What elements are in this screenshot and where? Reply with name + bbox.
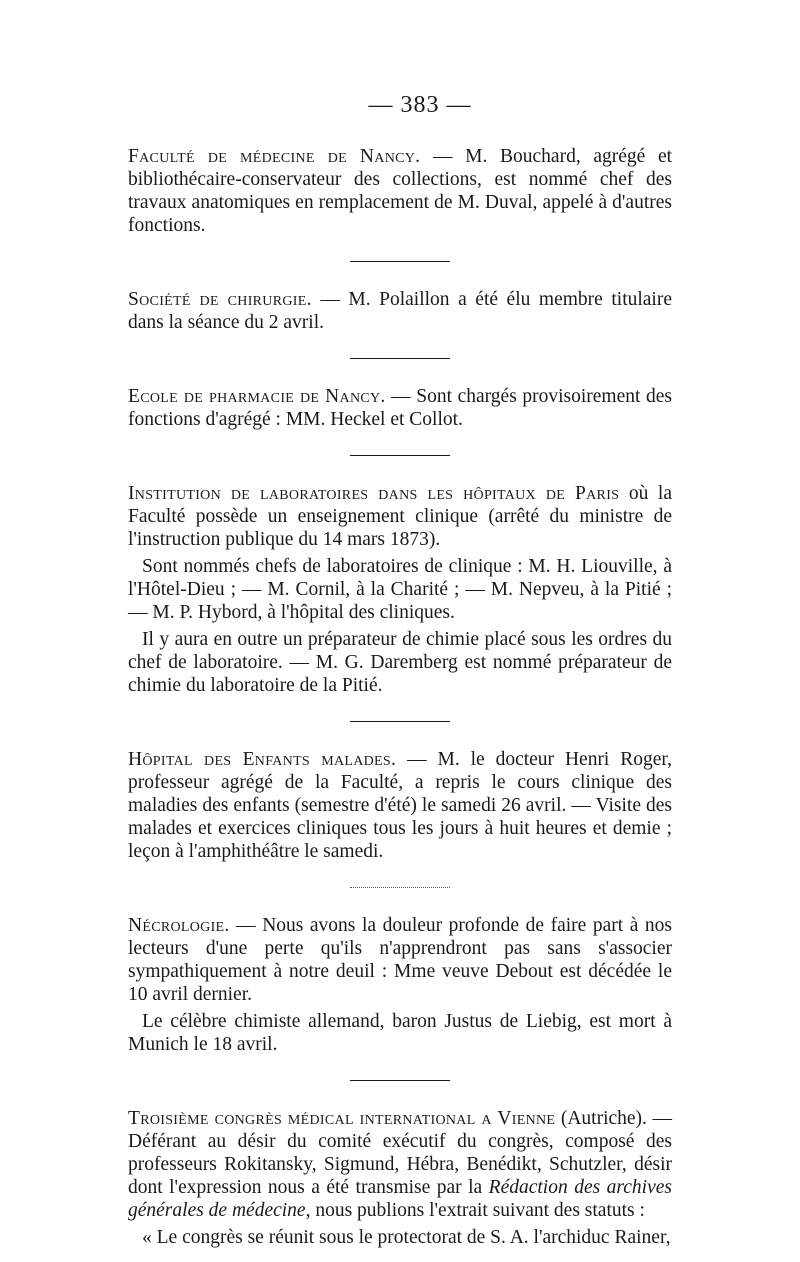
section-faculte-nancy	[128, 145, 672, 237]
paragraph: Il y aura en outre un préparateur de chimie placé sous les ordres du chef de laboratoire. — M. G. Daremberg est nommé préparateur de chimie du laboratoire de la Pitié.	[128, 629, 672, 696]
paragraph: « Le congrès se réunit sous le protectorat de S. A. l'archiduc Rainer,	[142, 1227, 671, 1248]
section-text: où la Faculté possède un enseignement clinique (arrêté du ministre de l'instruction publique du 14 mars 1873).	[128, 483, 672, 550]
section-heading: Ecole de pharmacie de Nancy.	[128, 386, 386, 407]
paragraph: Sont nommés chefs de laboratoires de clinique : M. H. Liouville, à l'Hôtel-Dieu ; — M. Cornil, à la Charité ; — M. Nepveu, à la Pitié ; — M. P. Hybord, à l'hôpital des cliniques.	[128, 556, 672, 623]
section-heading: Troisième congrès médical international a Vienne	[128, 1108, 556, 1129]
italic-source: Rédaction des archives générales de médecine	[128, 1177, 672, 1221]
section-heading: Nécrologie.	[128, 915, 230, 936]
separator-rule	[350, 1080, 450, 1081]
section-congres-vienne	[128, 1107, 672, 1222]
section-hopital-enfants	[128, 748, 672, 863]
section-heading: Hôpital des Enfants malades.	[128, 749, 397, 770]
separator-rule	[350, 455, 450, 456]
section-necrologie	[128, 914, 672, 1006]
separator-rule	[350, 261, 450, 262]
section-text: — M. Bouchard, agrégé et bibliothécaire-conservateur des collections, est nommé chef des travaux anatomiques en remplacement de M. Duval, appelé à d'autres fonctions.	[128, 146, 673, 236]
separator-rule	[350, 358, 450, 359]
section-ecole-pharmacie	[128, 385, 672, 431]
section-text: — Nous avons la douleur profonde de faire part à nos lecteurs d'une perte qu'ils n'apprendront pas sans s'associer sympathiquement à notre deuil : Mme veuve Debout est décédée le 10 avril dernier.	[128, 915, 672, 1005]
separator-rule	[350, 721, 450, 722]
section-text: (Autriche). — Déférant au désir du comité exécutif du congrès, composé des professeurs Rokitansky, Sigmund, Hébra, Benédikt, Schutzler, désir dont l'expression nous a été transmise par la	[128, 1108, 672, 1198]
separator-rule-dotted	[350, 887, 450, 888]
section-heading: Institution de laboratoires dans les hôpitaux de Paris	[128, 483, 620, 504]
section-text: — M. le docteur Henri Roger, professeur agrégé de la Faculté, a repris le cours clinique des maladies des enfants (semestre d'été) le samedi 26 avril. — Visite des malades et exercices cliniques tous les jours à huit heures et demie ; leçon à l'amphithéâtre le samedi.	[128, 749, 673, 862]
paragraph: Le célèbre chimiste allemand, baron Justus de Liebig, est mort à Munich le 18 avril.	[128, 1011, 672, 1055]
section-text-continued: , nous publions l'extrait suivant des statuts :	[305, 1200, 645, 1221]
section-societe-chirurgie	[128, 288, 672, 334]
section-heading: Société de chirurgie.	[128, 289, 312, 310]
section-laboratoires	[128, 482, 672, 551]
section-text: — Sont chargés provisoirement des fonctions d'agrégé : MM. Heckel et Collot.	[128, 386, 672, 430]
section-text: — M. Polaillon a été élu membre titulaire dans la séance du 2 avril.	[128, 289, 673, 333]
page-number: — 383 —	[368, 92, 472, 118]
section-heading: Faculté de médecine de Nancy.	[128, 146, 421, 167]
